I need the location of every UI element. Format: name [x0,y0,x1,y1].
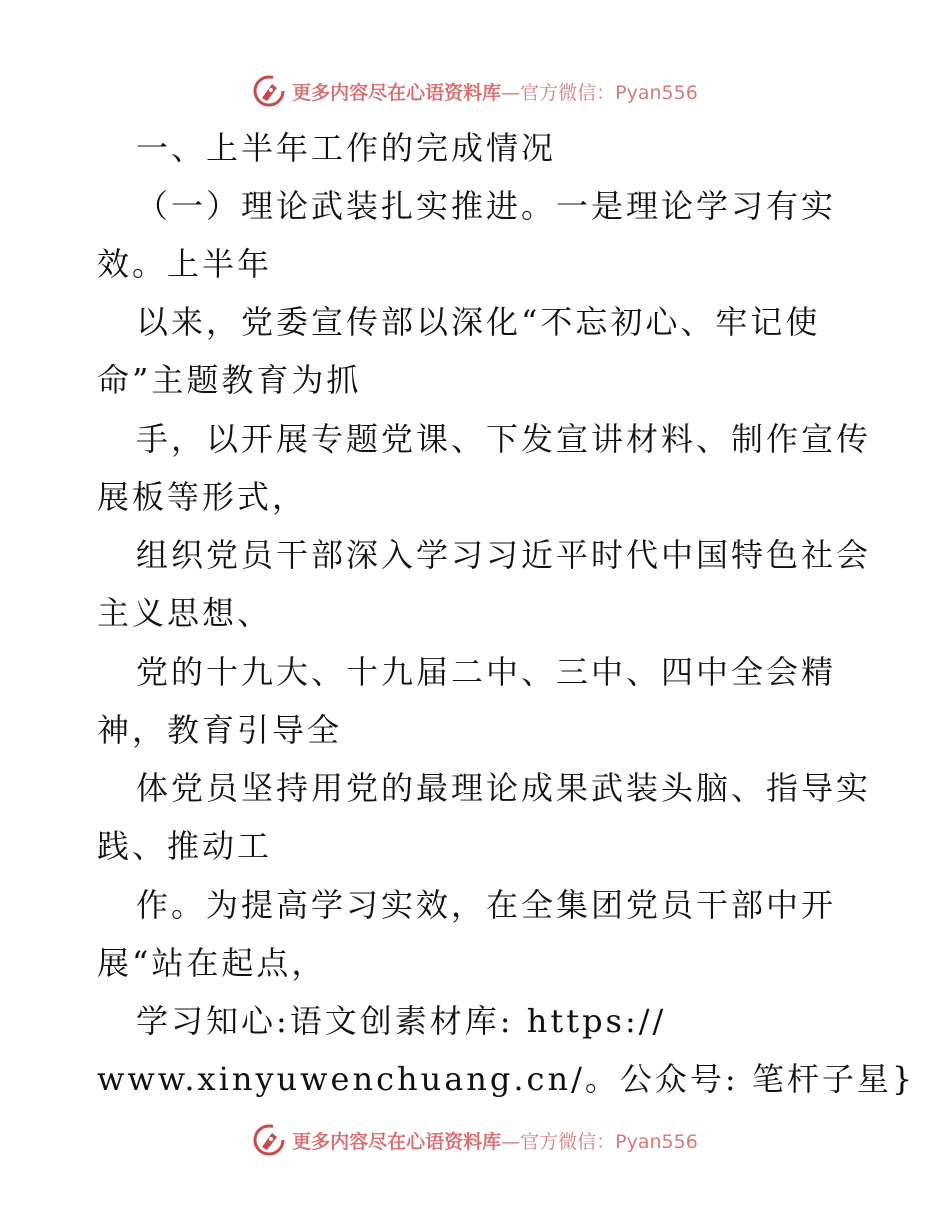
paragraph-line: 主义思想、 [97,594,273,632]
pen-nib-logo-icon [252,74,286,108]
pen-nib-logo-icon [252,1123,286,1157]
paragraph-line: 作。为提高学习实效，在全集团党员干部中开 [136,886,837,924]
paragraph-line: 展“站在起点， [97,944,327,982]
paragraph-line: 命”主题教育为抓 [97,361,362,399]
paragraph-line: 体党员坚持用党的最理论成果武装头脑、指导实 [136,769,872,807]
paragraph-line: 效。上半年 [97,245,273,283]
watermark-text: 更多内容尽在心语资料库—官方微信：Pyan556 [292,1130,698,1153]
paragraph-line: 党的十九大、十九届二中、三中、四中全会精 [136,653,837,691]
paragraph-line: 以来，党委宣传部以深化“不忘初心、牢记使 [136,303,821,341]
paragraph-line: www.xinyuwenchuang.cn/。公众号: 笔杆子星} [97,1060,916,1098]
watermark-footer [0,1120,950,1160]
paragraph-line: 手，以开展专题党课、下发宣讲材料、制作宣传 [136,420,872,458]
paragraph-line: （一）理论武装扎实推进。一是理论学习有实 [136,187,837,225]
paragraph-line: 学习知心:语文创素材库: https:// [136,1002,667,1040]
paragraph-line: 践、推动工 [97,827,273,865]
paragraph-line: 展板等形式， [97,478,308,516]
watermark-text: 更多内容尽在心语资料库—官方微信：Pyan556 [292,81,698,104]
watermark-header [0,71,950,111]
paragraph-line: 神，教育引导全 [97,711,343,749]
paragraph-line: 组织党员干部深入学习习近平时代中国特色社会 [136,536,872,574]
section-heading: 一、上半年工作的完成情况 [136,129,557,167]
